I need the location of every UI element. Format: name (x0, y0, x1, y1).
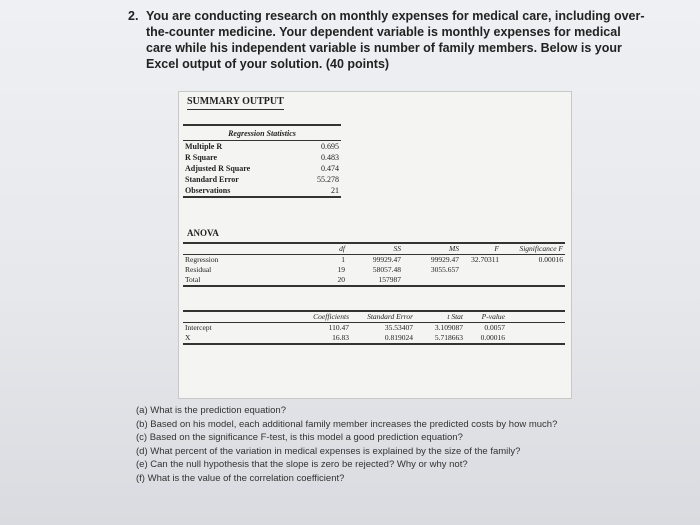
stat-value: 21 (331, 186, 339, 195)
anova-row (183, 255, 565, 265)
regression-stat-row (183, 152, 341, 163)
regression-stat-row (183, 185, 341, 196)
anova-cell: Total (185, 275, 201, 284)
anova-header-row (183, 244, 565, 255)
sub-question-f: (f) What is the value of the correlation coefficient? (136, 472, 345, 484)
stat-value: 0.474 (321, 164, 339, 173)
coef-cell: 0.00016 (480, 333, 505, 342)
regression-stat-row (183, 163, 341, 174)
question-heading (128, 8, 648, 72)
anova-header-cell: MS (449, 244, 459, 253)
anova-title: ANOVA (187, 228, 219, 238)
anova-header-cell: df (339, 244, 345, 253)
coef-cell: 3.109087 (434, 323, 463, 332)
anova-cell: 32.70311 (471, 255, 499, 264)
anova-cell: Residual (185, 265, 212, 274)
anova-cell: Regression (185, 255, 219, 264)
coef-cell: 0.819024 (384, 333, 413, 342)
coef-header-cell: t Stat (447, 312, 463, 321)
anova-cell (459, 265, 499, 275)
stat-label: Multiple R (185, 142, 223, 151)
anova-table (183, 242, 565, 287)
anova-cell: 1 (341, 255, 345, 264)
coef-cell: X (185, 333, 191, 342)
anova-header-cell: F (494, 244, 499, 253)
sub-question-e: (e) Can the null hypothesis that the slope is zero be rejected? Why or why not? (136, 459, 468, 470)
coef-row (183, 323, 565, 333)
anova-cell: 19 (337, 265, 345, 274)
sub-question-d: (d) What percent of the variation in medical expenses is explained by the size of the family? (136, 445, 521, 457)
stat-label: R Square (185, 153, 218, 162)
coef-header-row (183, 312, 565, 323)
summary-output-title: SUMMARY OUTPUT (187, 96, 284, 107)
stat-value: 55.278 (317, 175, 339, 184)
regression-statistics-title: Regression Statistics (183, 126, 341, 141)
regression-stat-row (183, 141, 341, 152)
regression-statistics-table (183, 124, 341, 198)
anova-cell: 58057.48 (372, 265, 401, 274)
anova-cell: 99929.47 (372, 255, 401, 264)
sub-question-a: (a) What is the prediction equation? (136, 405, 286, 416)
anova-header-cell (183, 244, 305, 254)
question-text: You are conducting research on monthly expenses for medical care, including over-the-counter medicine. Your dependent variable is monthly expenses for medical care while his independent variable is number of family members. Below is your Excel output of your solution. (40 points) (146, 9, 645, 71)
stat-label: Adjusted R Square (185, 164, 251, 173)
coef-header-cell: Coefficients (313, 312, 349, 321)
question-number: 2. (128, 9, 139, 23)
anova-header-cell: Significance F (519, 244, 563, 253)
coef-row (183, 333, 565, 343)
anova-header-cell: SS (393, 244, 401, 253)
stat-value: 0.483 (321, 153, 339, 162)
anova-cell (499, 275, 563, 285)
stat-label: Standard Error (185, 175, 239, 184)
anova-cell: 157987 (378, 275, 401, 284)
coef-header-cell (183, 312, 281, 322)
sub-question-c: (c) Based on the significance F-test, is this model a good prediction equation? (136, 432, 463, 443)
stat-value: 0.695 (321, 142, 339, 151)
anova-cell: 0.00016 (538, 255, 563, 264)
anova-row (183, 275, 565, 285)
coef-cell: 110.47 (328, 323, 349, 332)
coef-cell: 0.0057 (484, 323, 505, 332)
anova-cell: 3055.657 (430, 265, 459, 274)
excel-output-image (178, 91, 572, 399)
coef-cell: 16.83 (332, 333, 349, 342)
anova-cell (499, 265, 563, 275)
stat-label: Observations (185, 186, 231, 195)
coef-header-cell: Standard Error (367, 312, 413, 321)
anova-cell: 99929.47 (430, 255, 459, 264)
anova-cell (401, 275, 459, 285)
anova-row (183, 265, 565, 275)
coef-header-cell: P-value (481, 312, 505, 321)
sub-questions-list (136, 404, 636, 485)
anova-cell: 20 (337, 275, 345, 284)
sub-question-b: (b) Based on his model, each additional family member increases the predicted costs by how much? (136, 418, 558, 430)
coef-cell: 5.718663 (434, 333, 463, 342)
coef-cell: 35.53407 (384, 323, 413, 332)
regression-stat-row (183, 174, 341, 185)
anova-cell (459, 275, 499, 285)
coefficients-table (183, 310, 565, 345)
coef-cell: Intercept (185, 323, 212, 332)
